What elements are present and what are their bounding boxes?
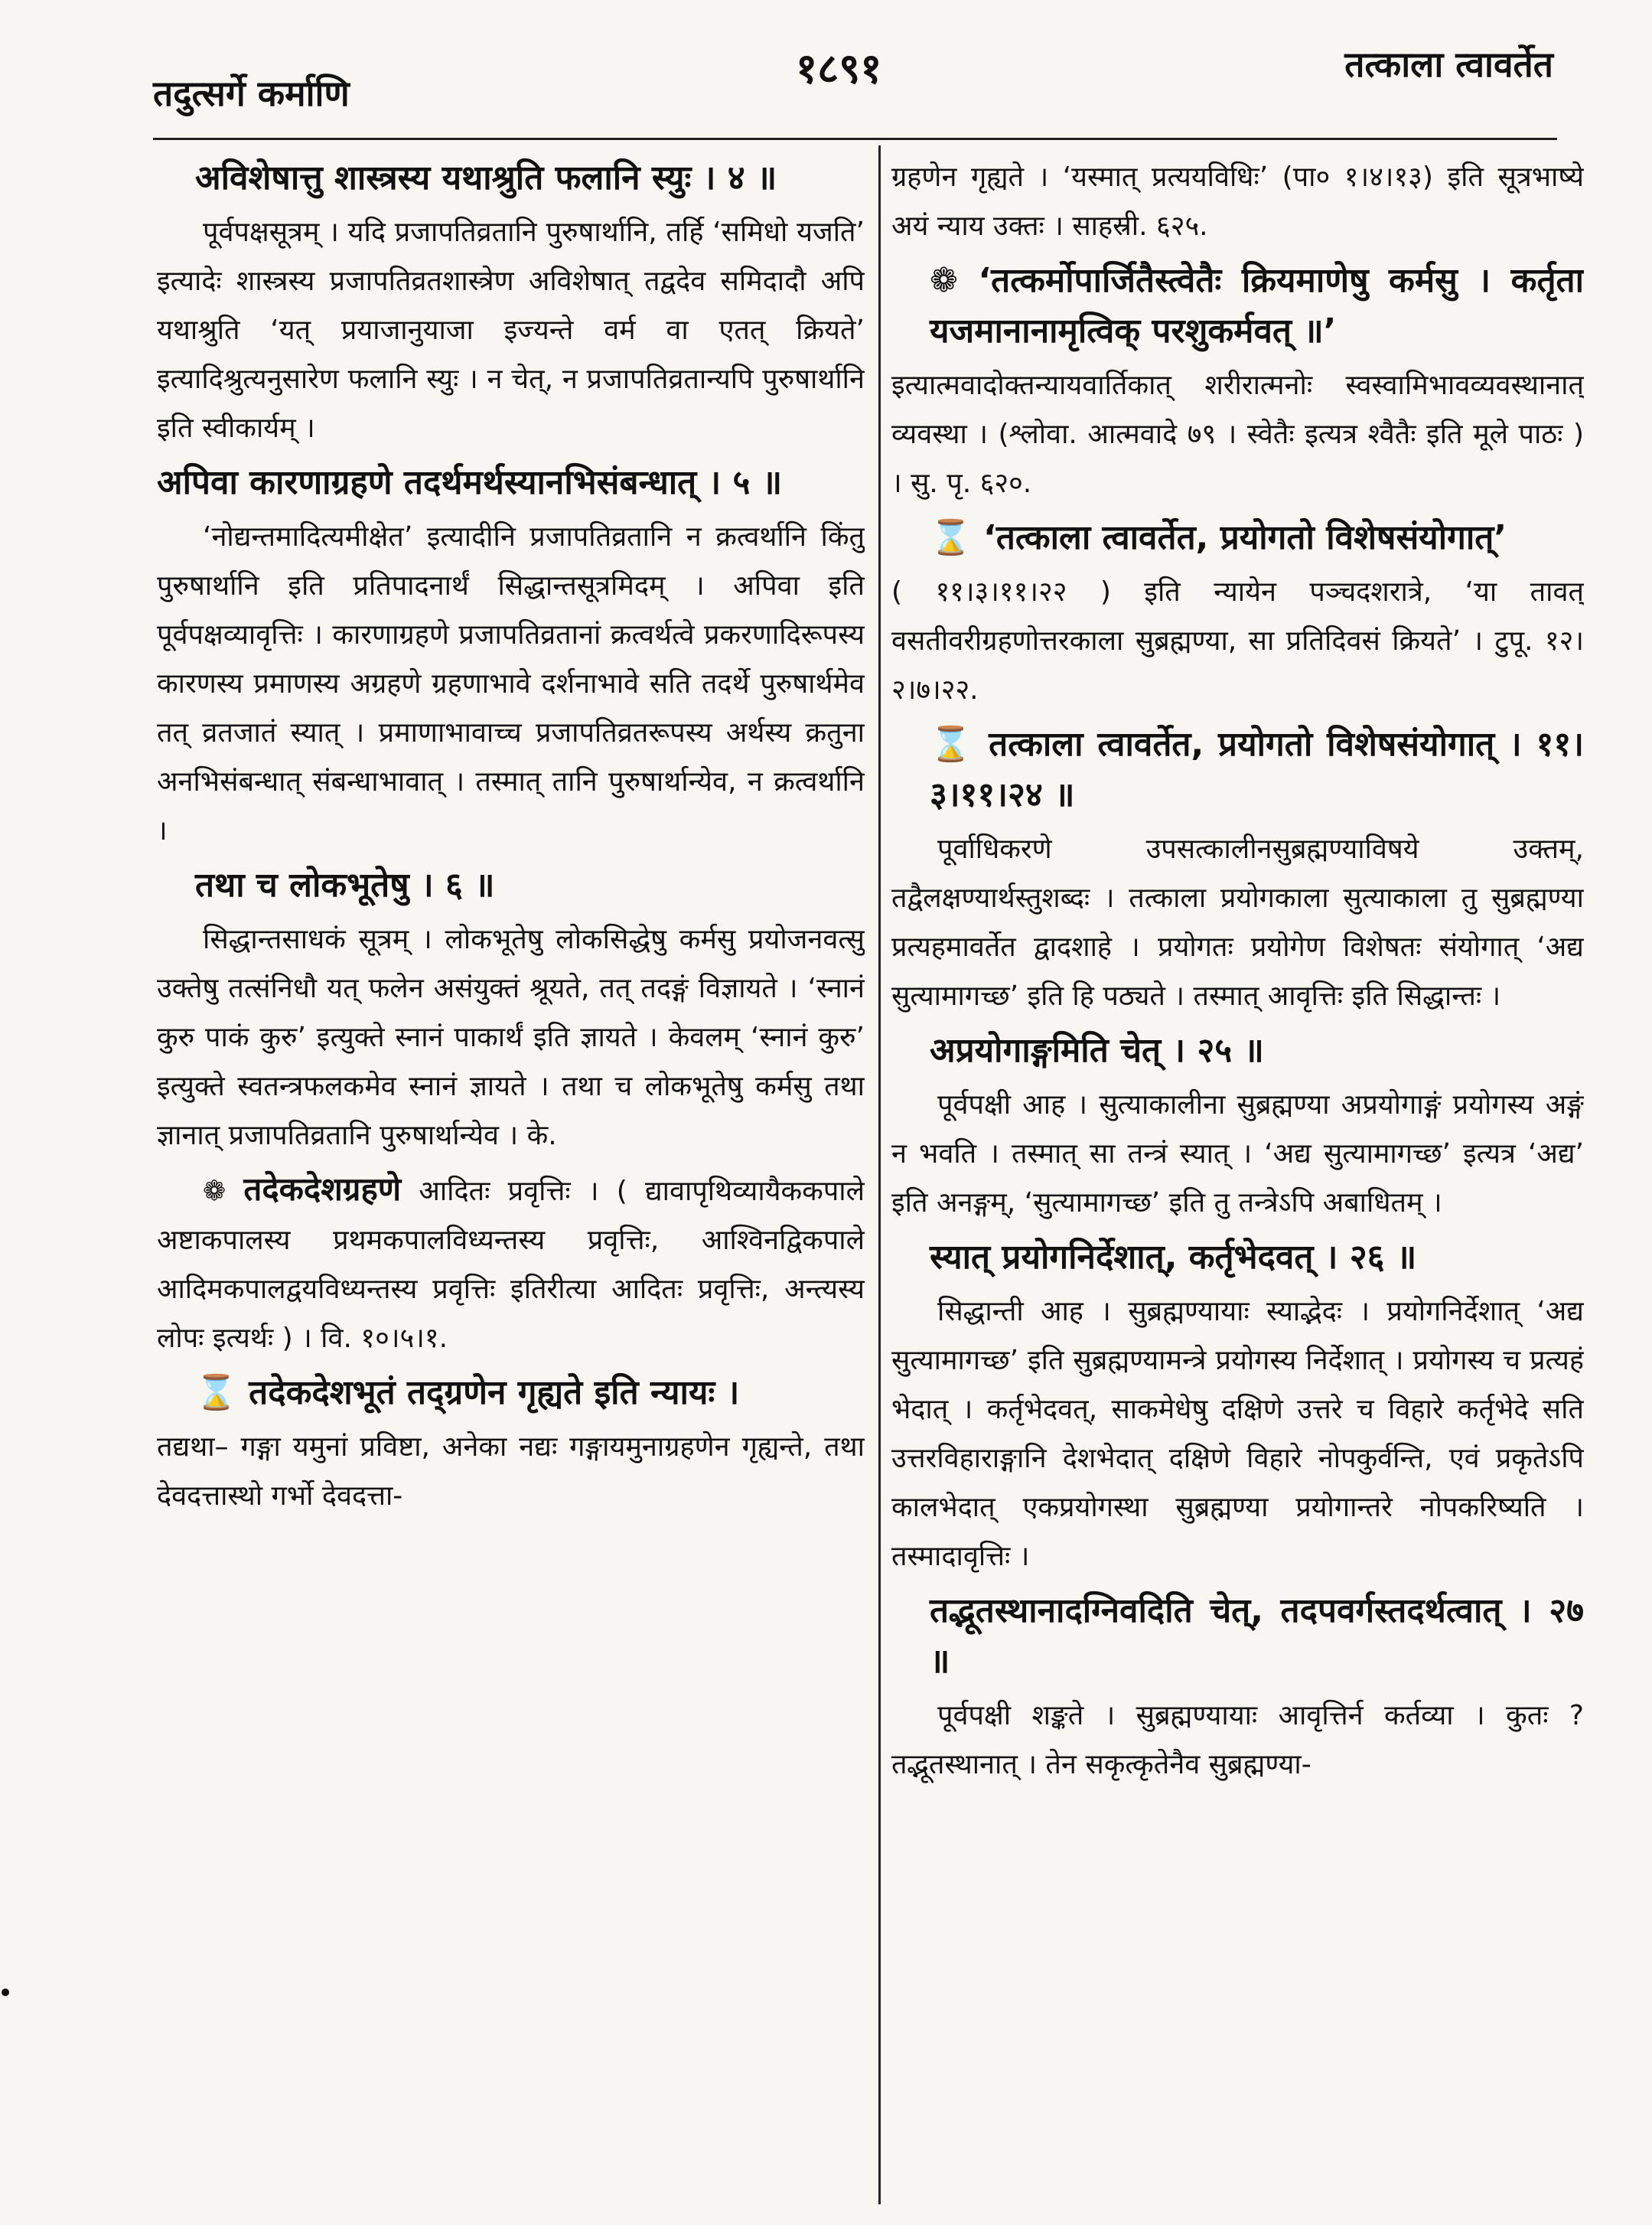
block-text: पूर्वपक्षी शङ्कते । सुब्रह्मण्यायाः आवृत्तिर्न कर्तव्या । कुतः ? तद्भूतस्थानात् । तेन सकृत्कृतेनैव सुब्रह्मण्या-: [891, 1700, 1584, 1780]
commentary-paragraph: [891, 1692, 1584, 1789]
block-text: अपिवा कारणाग्रहणे तदर्थमर्थस्यानभिसंबन्धात् । ५ ॥: [157, 463, 783, 502]
block-text: आदितः प्रवृत्तिः । ( द्यावापृथिव्यायैककपाले अष्टाकपालस्य प्रथमकपालविध्यन्तस्य प्रवृत्तिः, आश्विनद्विकपाले आदिमकपालद्वयविध्यन्तस्य प्रवृत्तिः इतिरीत्या आदितः प्रवृत्तिः, अन्त्यस्य लोपः इत्यर्थः ) । वि. १०।५।१.: [157, 1176, 865, 1354]
block-text: अप्रयोगाङ्गमिति चेत् । २५ ॥: [930, 1031, 1264, 1070]
block-text: तद्यथा– गङ्गा यमुनां प्रविष्टा, अनेका नद्यः गङ्गायमुनाग्रहणेन गृह्यन्ते, तथा देवदत्तास्थो गर्भो देवदत्ता-: [157, 1431, 865, 1512]
running-head-right: तत्काला त्वावर्तेत: [1344, 44, 1553, 85]
block-text: सिद्धान्ती आह । सुब्रह्मण्यायाः स्याद्भेदः । प्रयोगनिर्देशात् ‘अद्य सुत्यामागच्छ’ इति सुब्रह्मण्यामन्त्रे प्रयोगस्य निर्देशात् । प्रयोगस्य च प्रत्यहं भेदात् । कर्तृभेदवत्, साकमेधेषु दक्षिणे उत्तरे च विहारे कर्तृभेदे सति उत्तरविहाराङ्गानि देशभेदात् दक्षिणे विहारे नोपकुर्वन्ति, एवं प्रकृतेऽपि कालभेदात् एकप्रयोगस्था सुब्रह्मण्या प्रयोगान्तरे नोपकरिष्यति । तस्मादावृत्तिः ।: [891, 1296, 1584, 1572]
sutra-block: [891, 1232, 1584, 1283]
hourglass-icon: ⌛: [930, 518, 972, 557]
asterisk-flower-icon: ❁: [203, 1176, 226, 1207]
sutra-block: [891, 1026, 1584, 1076]
left-column: [157, 153, 865, 2204]
block-text: पूर्वपक्षी आह । सुत्याकालीना सुब्रह्मण्या अप्रयोगाङ्गं प्रयोगस्य अङ्गं न भवति । तस्मात् सा तन्त्रं स्यात् । ‘अद्य सुत्यामागच्छ’ इत्यत्र ‘अद्य’ इति अनङ्गम्, ‘सुत्यामागच्छ’ इति तु तन्त्रेऽपि अबाधितम् ।: [891, 1089, 1584, 1219]
block-text: ( ११।३।११।२२ ) इति न्यायेन पञ्चदशरात्रे, ‘या तावत् वसतीवरीग्रहणोत्तरकाला सुब्रह्मण्या, सा प्रतिदिवसं क्रियते’ । टुपू. १२।२।७।२२.: [891, 576, 1584, 706]
block-text: पूर्वाधिकरणे उपसत्कालीनसुब्रह्मण्याविषये उक्तम्, तद्वैलक्षण्यार्थस्तुशब्दः । तत्काला प्रयोगकाला सुत्याकाला तु सुब्रह्मण्या प्रत्यहमावर्तेत द्वादशाहे । प्रयोगतः प्रयोगेण विशेषतः संयोगात् ‘अद्य सुत्यामागच्छ’ इति हि पठ्यते । तस्मात् आवृत्तिः इति सिद्धान्तः ।: [891, 834, 1584, 1012]
page-number: १८९१: [796, 44, 882, 93]
sutra-block: [157, 458, 865, 508]
commentary-paragraph: [891, 568, 1584, 715]
block-text: तत्काला त्वावर्तेत, प्रयोगतो विशेषसंयोगात् । ११।३।११।२४ ॥: [930, 725, 1584, 814]
commentary-paragraph: [891, 361, 1584, 508]
hourglass-icon: ⌛: [195, 1373, 237, 1412]
sutra-block: [157, 1368, 865, 1418]
block-text: तदेकदेशभूतं तद्ग्रणेन गृह्यते इति न्यायः ।: [249, 1373, 740, 1412]
page-header: [153, 31, 1553, 115]
sutra-block: [891, 513, 1584, 563]
block-text: तथा च लोकभूतेषु । ६ ॥: [195, 866, 495, 905]
commentary-paragraph: [157, 208, 865, 453]
sutra-block: [157, 860, 865, 911]
block-text: स्यात् प्रयोगनिर्देशात्, कर्तृभेदवत् । २६ ॥: [930, 1238, 1417, 1277]
commentary-paragraph: [157, 513, 865, 856]
block-text: पूर्वपक्षसूत्रम् । यदि प्रजापतिव्रतानि पुरुषार्थानि, तर्हि ‘समिधो यजति’ इत्यादेः शास्त्रस्य प्रजापतिव्रतशास्त्रेण अविशेषात् तद्वदेव समिदादौ अपि यथाश्रुति ‘यत् प्रयाजानुयाजा इज्यन्ते वर्म वा एतत् क्रियते’ इत्यादिश्रुत्यनुसारेण फलानि स्युः । न चेत्, न प्रजापतिव्रतान्यपि पुरुषार्थानि इति स्वीकार्यम् ।: [157, 217, 865, 444]
block-text: ‘तत्कर्मोपार्जितैस्त्वेतैः क्रियमाणेषु कर्मसु । कर्तृता यजमानानामृत्विक् परशुकर्मवत् ॥’: [930, 261, 1584, 351]
sutra-block: [891, 1586, 1584, 1687]
commentary-paragraph: [891, 825, 1584, 1021]
running-head-left: तदुत्सर्गे कर्माणि: [153, 73, 350, 114]
block-text: इत्यात्मवादोक्तन्यायवार्तिकात् शरीरात्मनोः स्वस्वामिभावव्यवस्थानात् व्यवस्था । (श्लोवा. आत्मवादे ७९ । स्वेतैः इत्यत्र श्वैतैः इति मूले पाठः ) । सु. पृ. ६२०.: [891, 370, 1584, 499]
hourglass-icon: ⌛: [930, 725, 975, 764]
block-text: ग्रहणेन गृह्यते । ‘यस्मात् प्रत्ययविधिः’ (पा० १।४।१३) इति सूत्रभाष्ये अयं न्याय उक्तः । साहस्री. ६२५.: [891, 161, 1584, 242]
right-column: [891, 153, 1584, 2204]
column-divider: [878, 145, 881, 2204]
asterisk-flower-icon: ❁: [930, 261, 958, 300]
sutra-block: [157, 153, 865, 204]
block-text: सिद्धान्तसाधकं सूत्रम् । लोकभूतेषु लोकसिद्धेषु कर्मसु प्रयोजनवत्सु उक्तेषु तत्संनिधौ यत् फलेन असंयुक्तं श्रूयते, तत् तदङ्गं विज्ञायते । ‘स्नानं कुरु पाकं कुरु’ इत्युक्ते स्नानं पाकार्थं इति ज्ञायते । केवलम् ‘स्नानं कुरु’ इत्युक्ते स्वतन्त्रफलकमेव स्नानं ज्ञायते । तथा च लोकभूतेषु कर्मसु तथा ज्ञानात् प्रजापतिव्रतानि पुरुषार्थान्येव । के.: [157, 924, 865, 1151]
margin-dot: [2, 1988, 9, 1996]
commentary-paragraph: [891, 1287, 1584, 1581]
lemma-heading: तदेकदेशग्रहणे: [243, 1170, 402, 1208]
commentary-paragraph: [157, 1165, 865, 1363]
commentary-paragraph: [891, 1081, 1584, 1228]
commentary-paragraph: [157, 1423, 865, 1521]
block-text: ‘तत्काला त्वावर्तेत, प्रयोगतो विशेषसंयोगात्’: [983, 518, 1507, 557]
block-text: तद्भूतस्थानादग्निवदिति चेत्, तदपवर्गस्तदर्थत्वात् । २७ ॥: [930, 1591, 1584, 1681]
commentary-paragraph: [157, 915, 865, 1160]
sutra-block: [891, 256, 1584, 357]
block-text: अविशेषात्तु शास्त्रस्य यथाश्रुति फलानि स्युः । ४ ॥: [195, 158, 777, 197]
sutra-block: [891, 719, 1584, 821]
commentary-paragraph: [891, 153, 1584, 251]
block-text: ‘नोद्यन्तमादित्यमीक्षेत’ इत्यादीनि प्रजापतिव्रतानि न क्रत्वर्थानि किंतु पुरुषार्थानि इति प्रतिपादनार्थं सिद्धान्तसूत्रमिदम् । अपिवा इति पूर्वपक्षव्यावृत्तिः । कारणाग्रहणे प्रजापतिव्रतानां क्रत्वर्थत्वे प्रकरणादिरूपस्य कारणस्य प्रमाणस्य अग्रहणे ग्रहणाभावे दर्शनाभावे सति तदर्थे पुरुषार्थमेव तत् व्रतजातं स्यात् । प्रमाणाभावाच्च प्रजापतिव्रतरूपस्य अर्थस्य क्रतुना अनभिसंबन्धात् संबन्धाभावात् । तस्मात् तानि पुरुषार्थान्येव, न क्रत्वर्थानि ।: [157, 521, 865, 847]
header-rule: [153, 138, 1557, 140]
